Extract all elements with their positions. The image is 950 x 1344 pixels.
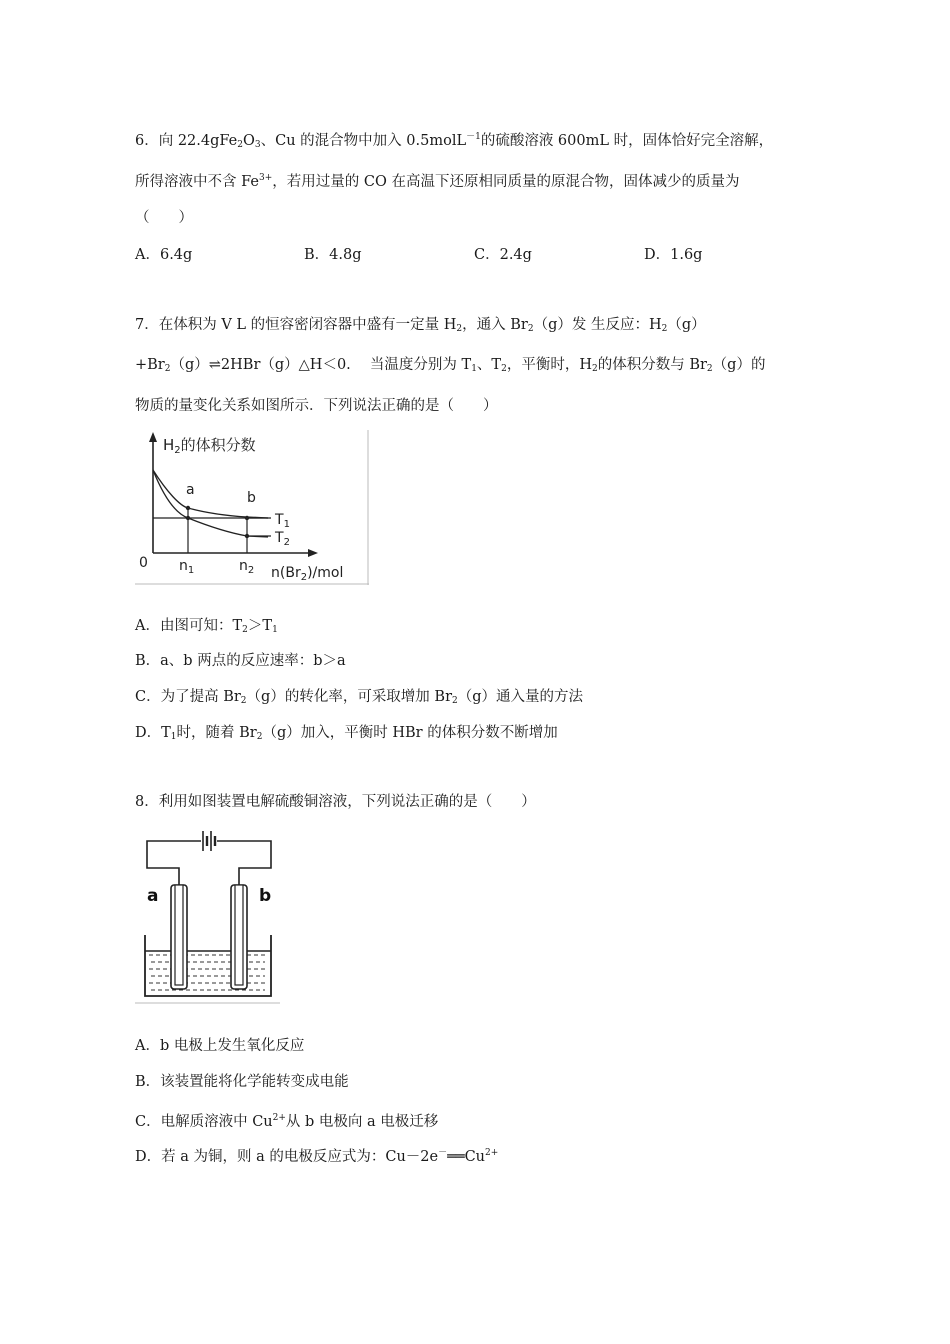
point-b-label: b xyxy=(247,490,256,506)
x-axis-label: $n(Br_2)$/mol xyxy=(271,565,344,583)
beaker xyxy=(145,935,271,996)
tick-n1-label: $n_1$ xyxy=(179,558,195,576)
q6-option-d: D．1.6g xyxy=(644,247,703,263)
q8-line-1: 8．利用如图装置电解硫酸铜溶液，下列说法正确的是（ ） xyxy=(135,794,536,810)
q7-option-b: B．a、b 两点的反应速率：b＞a xyxy=(135,653,346,669)
electrode-b-label: b xyxy=(259,886,272,906)
q7-line-1: 7．在体积为 V L 的恒容密闭容器中盛有一定量 $H_2$，通入 $Br_2(g)$发 生反应：$H_2(g)$ xyxy=(135,317,706,334)
q7-graph xyxy=(135,430,369,585)
q7-option-a: A．由图可知：$T_2>T_1$ xyxy=(135,618,278,635)
wire-left xyxy=(147,841,201,885)
tick-n2-label: $n_2$ xyxy=(239,558,255,576)
q6-option-a: A．6.4g xyxy=(135,247,193,263)
origin-label: 0 xyxy=(139,555,148,571)
point-b-marker xyxy=(245,516,249,520)
q7-option-c: C．为了提高 $Br_2(g)$的转化率，可采取增加 $Br_2(g)$通入量的方法 xyxy=(135,689,584,706)
y-axis-arrow xyxy=(149,432,157,442)
q7-line-3: 物质的量变化关系如图所示．下列说法正确的是（ ） xyxy=(135,398,498,414)
q6-line-1: 6．向 $22.4gFe_2O_3$、Cu 的混合物中加入 0.5molL$^{-1}$的硫酸溶液 600mL 时，固体恰好完全溶解， xyxy=(135,132,774,150)
q8-electrolysis-figure xyxy=(135,823,280,1005)
x-axis-arrow xyxy=(308,549,318,557)
electrode-a-label: a xyxy=(147,886,159,906)
q7-graph-svg xyxy=(135,430,369,585)
n2-t2-marker xyxy=(245,534,249,538)
q8-option-a: A．b 电极上发生氧化反应 xyxy=(135,1038,305,1054)
q8-option-b: B．该装置能将化学能转变成电能 xyxy=(135,1074,349,1090)
q8-option-c: C．电解质溶液中 $Cu^{2+}$从 b 电极向 a 电极迁移 xyxy=(135,1113,439,1130)
q7-line-2: $+Br_2(g)\rightleftharpoons 2HBr(g)\triangle H<0$. 当温度分别为 $T_1$、$T_2$，平衡时，$H_2$的体积分数与 $Br_2(g)$的 xyxy=(135,357,766,374)
t2-label: $T_2$ xyxy=(275,530,290,548)
q6-answer-blank: （ ） xyxy=(135,210,193,226)
point-a-label: a xyxy=(186,482,195,498)
q7-option-d: D．$T_1$时，随着 $Br_2(g)$加入，平衡时 HBr 的体积分数不断增加 xyxy=(135,725,558,742)
q8-electrolysis-svg xyxy=(135,823,280,1005)
q8-option-d: D．若 a 为铜，则 a 的电极反应式为：$Cu-2e^-══Cu^{2+}$ xyxy=(135,1148,499,1165)
electrode-a-rod xyxy=(175,885,183,985)
point-a-marker xyxy=(186,506,190,510)
q6-option-b: B．4.8g xyxy=(304,247,362,263)
y-axis-label: $H_2$的体积分数 xyxy=(163,436,256,456)
wire-right xyxy=(217,841,271,885)
q6-line-2: 所得溶液中不含 $Fe^{3+}$，若用过量的 CO 在高温下还原相同质量的原混合物，固体减少的质量为 xyxy=(135,173,740,190)
q6-option-c: C．2.4g xyxy=(474,247,532,263)
electrode-b-rod xyxy=(235,885,243,985)
n1-t2-marker xyxy=(186,516,190,520)
t1-label: $T_1$ xyxy=(275,512,290,530)
